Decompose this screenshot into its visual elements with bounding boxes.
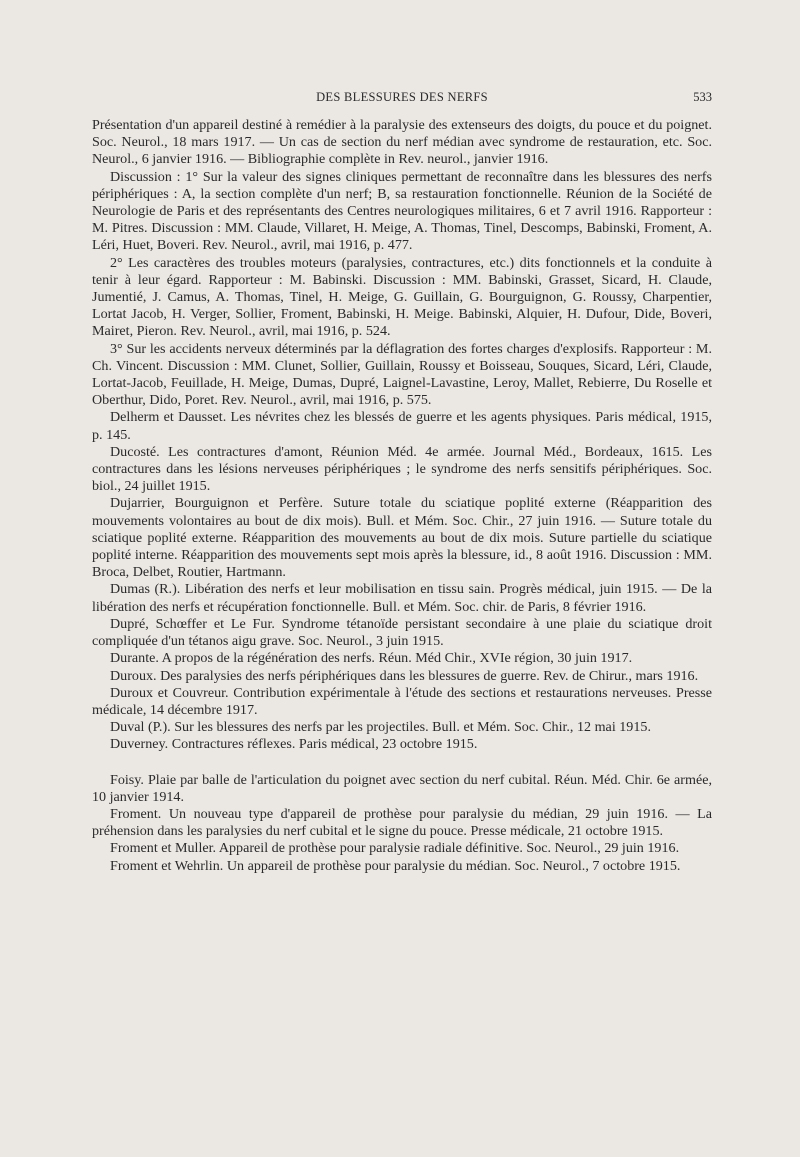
bibliography-entry: Dumas (R.). Libération des nerfs et leur mobilisation en tissu sain. Progrès médical, juin 1915. — De la libération des nerfs et récupération fonctionnelle. Bull. et Mém. Soc. chir. de Paris, 8 février 1916.: [92, 581, 712, 615]
bibliography-entry: Duroux. Des paralysies des nerfs périphériques dans les blessures de guerre. Rev. de Chirur., mars 1916.: [110, 667, 699, 684]
bibliography-entry: Durante. A propos de la régénération des nerfs. Réun. Méd Chir., XVIe région, 30 juin 1917.: [110, 650, 633, 667]
bibliography-entry: Dupré, Schœffer et Le Fur. Syndrome tétanoïde persistant secondaire à une plaie du sciatique droit compliquée d'un tétanos aigu grave. Soc. Neurol., 3 juin 1915.: [92, 615, 712, 650]
page-body: [92, 117, 712, 875]
bibliography-entry: Ducosté. Les contractures d'amont, Réunion Méd. 4e armée. Journal Méd., Bordeaux, 1615. Les contractures dans les lésions nerveuses périphériques ; le syndrome des nerfs sensitifs périphériques. Soc. biol., 24 juillet 1915.: [92, 443, 712, 495]
page-number: 533: [693, 90, 712, 104]
paragraph-discussion-3: 3° Sur les accidents nerveux déterminés par la déflagration des fortes charges d'explosifs. Rapporteur : M. Ch. Vincent. Discussion : MM. Clunet, Sollier, Guillain, Roussy et Boisseau, Souques, Sicard, Léri, Claude, Lortat-Jacob, Feuillade, H. Meige, Dumas, Dupré, Laignel-Lavastine, Leroy, Mallet, Rebierre, Du Roselle et Oberthur, Dido, Poret. Rev. Neurol., avril, mai 1916, p. 575.: [92, 340, 712, 409]
bibliography-entry: Froment. Un nouveau type d'appareil de prothèse pour paralysie du médian, 29 juin 1916. — La préhension dans les paralysies du nerf cubital et le signe du pouce. Presse médicale, 21 octobre 1915.: [92, 805, 712, 840]
page-header: [92, 90, 712, 110]
bibliography-entry: Delherm et Dausset. Les névrites chez les blessés de guerre et les agents physiques. Paris médical, 1915, p. 145.: [92, 409, 712, 443]
bibliography-entry: Dujarrier, Bourguignon et Perfère. Suture totale du sciatique poplité externe (Réapparition des mouvements volontaires au bout de dix mois). Bull. et Mém. Soc. Chir., 27 juin 1916. — Suture totale du sciatique poplité externe. Réapparition des mouvements au bout de dix mois. Suture partielle du sciatique poplité interne. Réapparition des mouvements sept mois après la blessure, id., 8 août 1916. Discussion : MM. Broca, Delbet, Routier, Hartmann.: [92, 495, 712, 581]
bibliography-entry: Duverney. Contractures réflexes. Paris médical, 23 octobre 1915.: [110, 736, 478, 753]
paragraph-discussion-1: Discussion : 1° Sur la valeur des signes cliniques permettant de reconnaître dans les blessures des nerfs périphériques : A, la section complète d'un nerf; B, sa restauration fonctionnelle. Réunion de la Société de Neurologie de Paris et des représentants des Centres neurologiques militaires, 6 et 7 avril 1916. Rapporteur : M. Pitres. Discussion : MM. Claude, Villaret, H. Meige, A. Thomas, Tinel, Descomps, Babinski, Froment, A. Léri, Huet, Boveri. Rev. Neurol., avril, mai 1916, p. 477.: [92, 168, 712, 254]
section-gap: [92, 754, 712, 772]
bibliography-entry: Froment et Muller. Appareil de prothèse pour paralysie radiale définitive. Soc. Neurol., 29 juin 1916.: [110, 840, 680, 857]
running-title: DES BLESSURES DES NERFS: [316, 90, 488, 104]
bibliography-entry: Duval (P.). Sur les blessures des nerfs par les projectiles. Bull. et Mém. Soc. Chir., 12 mai 1915.: [110, 719, 651, 736]
paragraph-continuation: Présentation d'un appareil destiné à remédier à la paralysie des extenseurs des doigts, du pouce et du poignet. Soc. Neurol., 18 mars 1917. — Un cas de section du nerf médian avec syndrome de restauration, etc. Soc. Neurol., 6 janvier 1916. — Bibliographie complète in Rev. neurol., janvier 1916.: [92, 117, 712, 168]
bibliography-entry: Froment et Wehrlin. Un appareil de prothèse pour paralysie du médian. Soc. Neurol., 7 octobre 1915.: [110, 857, 681, 874]
bibliography-entry: Foisy. Plaie par balle de l'articulation du poignet avec section du nerf cubital. Réun. Méd. Chir. 6e armée, 10 janvier 1914.: [92, 771, 712, 805]
bibliography-entry: Duroux et Couvreur. Contribution expérimentale à l'étude des sections et restaurations nerveuses. Presse médicale, 14 décembre 1917.: [92, 684, 712, 718]
paragraph-discussion-2: 2° Les caractères des troubles moteurs (paralysies, contractures, etc.) dits fonctionnels et la conduite à tenir à leur égard. Rapporteur : M. Babinski. Discussion : MM. Babinski, Grasset, Sicard, H. Claude, Jumentié, J. Camus, A. Thomas, Tinel, H. Meige, G. Guillain, G. Bourguignon, G. Roussy, Charpentier, Lortat Jacob, H. Verger, Sollier, Froment, Babinski, H. Meige. Babinski, Alquier, H. Dufour, Dide, Boveri, Mairet, Pieron. Rev. Neurol., avril, mai 1916, p. 524.: [92, 254, 712, 340]
